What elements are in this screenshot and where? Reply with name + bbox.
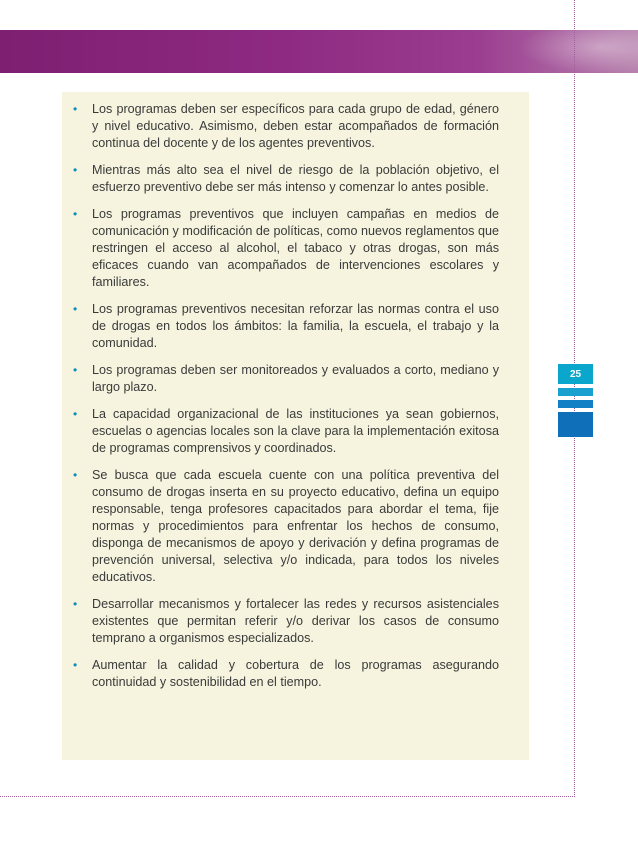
list-item-text: Desarrollar mecanismos y fortalecer las redes y recursos asistenciales existentes que permitan referir y/o derivar los casos de consumo temprano a organismos especializados. (92, 597, 499, 645)
side-tab-decoration (558, 388, 593, 396)
list-item (62, 101, 529, 152)
list-item (62, 362, 529, 396)
bullet-icon: • (73, 597, 78, 611)
bullet-icon: • (73, 363, 78, 377)
list-item-text: Se busca que cada escuela cuente con una política preventiva del consumo de drogas inserta en su proyecto educativo, defina un equipo responsable, tenga profesores capacitados para abordar el tema, fije normas y procedimientos para enfrentar los hechos de consumo, disponga de mecanismos de apoyo y derivación y defina programas de prevención universal, selectiva y/o indicada, para todos los niveles educativos. (92, 468, 499, 584)
list-item-text: La capacidad organizacional de las instituciones ya sean gobiernos, escuelas o agencias locales son la clave para la implementación exitosa de programas comprensivos y coordinados. (92, 407, 499, 455)
page-number: 25 (558, 364, 593, 384)
list-item-text: Los programas deben ser monitoreados y evaluados a corto, mediano y largo plazo. (92, 363, 499, 394)
list-item-text: Aumentar la calidad y cobertura de los programas asegurando continuidad y sostenibilidad en el tiempo. (92, 658, 499, 689)
bullet-icon: • (73, 658, 78, 672)
bullet-icon: • (73, 468, 78, 482)
page-border-horizontal (0, 796, 575, 797)
list-item (62, 406, 529, 457)
list-item (62, 206, 529, 291)
list-item (62, 657, 529, 691)
side-tab-decoration (558, 412, 593, 437)
bullet-icon: • (73, 407, 78, 421)
bullet-icon: • (73, 207, 78, 221)
list-item (62, 301, 529, 352)
bullet-list (62, 101, 529, 701)
list-item-text: Los programas deben ser específicos para cada grupo de edad, género y nivel educativo. Asimismo, deben estar acompañados de formación continua del docente y de los agentes preventivos. (92, 102, 499, 150)
header-banner (0, 30, 638, 73)
list-item (62, 596, 529, 647)
bullet-icon: • (73, 302, 78, 316)
side-tab-decoration (558, 400, 593, 408)
page-border-vertical (574, 0, 575, 797)
list-item (62, 162, 529, 196)
list-item-text: Mientras más alto sea el nivel de riesgo de la población objetivo, el esfuerzo preventivo debe ser más intenso y comenzar lo antes posible. (92, 163, 499, 194)
bullet-icon: • (73, 163, 78, 177)
list-item (62, 467, 529, 586)
list-item-text: Los programas preventivos que incluyen campañas en medios de comunicación y modificación de políticas, como nuevos reglamentos que restringen el acceso al alcohol, el tabaco y otras drogas, son más eficaces cuando van acompañados de intervenciones escolares y familiares. (92, 207, 499, 289)
bullet-icon: • (73, 102, 78, 116)
list-item-text: Los programas preventivos necesitan reforzar las normas contra el uso de drogas en todos los ámbitos: la familia, la escuela, el trabajo y la comunidad. (92, 302, 499, 350)
content-box (62, 92, 529, 760)
